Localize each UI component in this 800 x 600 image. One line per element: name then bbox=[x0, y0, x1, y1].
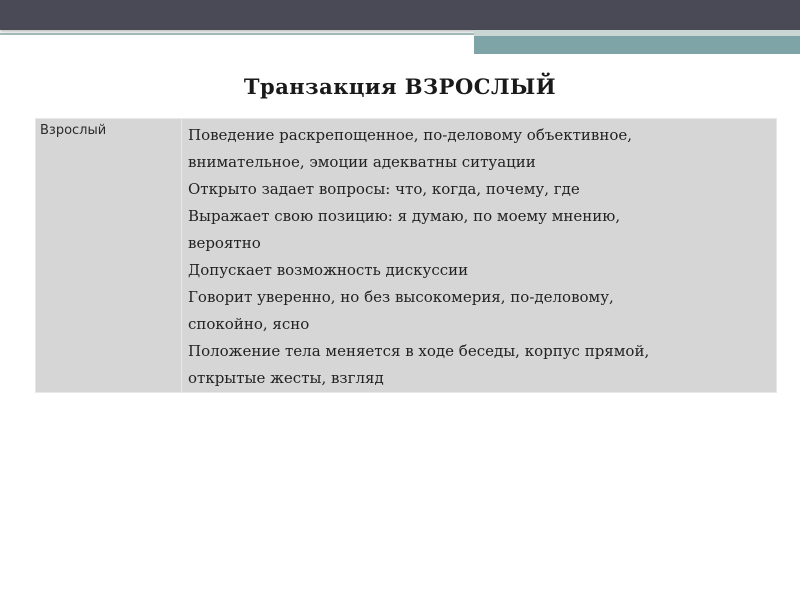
slide-title: Транзакция ВЗРОСЛЫЙ bbox=[243, 74, 557, 99]
header-accent-bar bbox=[474, 36, 800, 54]
content-line: внимательное, эмоции адекватны ситуации bbox=[188, 153, 536, 171]
content-line: Выражает свою позицию: я думаю, по моему мнению, bbox=[188, 207, 621, 225]
header-band bbox=[0, 0, 800, 30]
table-row bbox=[36, 119, 777, 393]
content-line: Поведение раскрепощенное, по-деловому объективное, bbox=[188, 126, 633, 144]
row-label-cell: Взрослый bbox=[36, 119, 182, 393]
content-line: вероятно bbox=[188, 234, 261, 252]
header-divider-line bbox=[0, 33, 474, 35]
row-content-cell bbox=[182, 119, 777, 393]
content-line: открытые жесты, взгляд bbox=[188, 369, 384, 387]
content-line: Говорит уверенно, но без высокомерия, по-деловому, bbox=[188, 288, 614, 306]
content-line: Допускает возможность дискуссии bbox=[188, 261, 469, 279]
content-table bbox=[35, 118, 777, 393]
content-line: Открыто задает вопросы: что, когда, почему, где bbox=[188, 180, 580, 198]
content-line: Положение тела меняется в ходе беседы, корпус прямой, bbox=[188, 342, 650, 360]
content-line: спокойно, ясно bbox=[188, 315, 310, 333]
